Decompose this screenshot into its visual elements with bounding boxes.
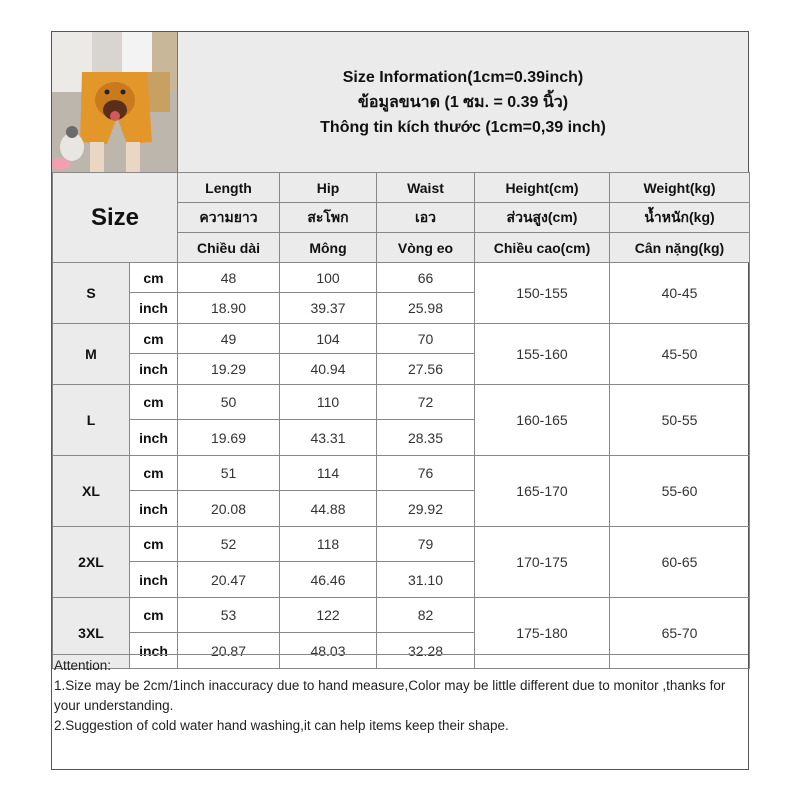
measurement-cell: 40.94	[280, 354, 377, 385]
measurement-cell: 44.88	[280, 491, 377, 527]
measurement-cell: 31.10	[377, 562, 475, 598]
size-table	[52, 172, 750, 669]
column-header: Vòng eo	[377, 233, 475, 263]
column-header: Chiều cao(cm)	[475, 233, 610, 263]
unit-label-inch: inch	[130, 293, 178, 324]
measurement-cell: 20.08	[178, 491, 280, 527]
size-row-cm	[53, 263, 750, 293]
weight-range-cell: 40-45	[610, 263, 750, 324]
size-label: 2XL	[53, 527, 130, 598]
height-range-cell: 165-170	[475, 456, 610, 527]
height-range-cell: 170-175	[475, 527, 610, 598]
size-row-cm	[53, 527, 750, 562]
column-header: สะโพก	[280, 203, 377, 233]
size-information-header	[178, 32, 748, 172]
column-header: Mông	[280, 233, 377, 263]
measurement-cell: 27.56	[377, 354, 475, 385]
size-label: 3XL	[53, 598, 130, 669]
column-header: Length	[178, 173, 280, 203]
measurement-cell: 51	[178, 456, 280, 491]
measurement-cell: 43.31	[280, 420, 377, 456]
size-row-cm	[53, 324, 750, 354]
unit-label-inch: inch	[130, 633, 178, 669]
measurement-cell: 46.46	[280, 562, 377, 598]
unit-label-cm: cm	[130, 385, 178, 420]
header-line-thai: ข้อมูลขนาด (1 ซม. = 0.39 นิ้ว)	[357, 93, 569, 111]
header-line-english: Size Information(1cm=0.39inch)	[342, 68, 584, 86]
attention-notes	[52, 654, 748, 769]
height-range-cell: 175-180	[475, 598, 610, 669]
attention-note: 1.Size may be 2cm/1inch inaccuracy due to hand measure,Color may be little different due to monitor ,thanks for your understanding.	[54, 678, 726, 713]
column-header: ความยาว	[178, 203, 280, 233]
unit-label-inch: inch	[130, 491, 178, 527]
size-chart	[51, 31, 749, 770]
measurement-cell: 76	[377, 456, 475, 491]
weight-range-cell: 60-65	[610, 527, 750, 598]
column-header: Weight(kg)	[610, 173, 750, 203]
unit-label-cm: cm	[130, 324, 178, 354]
measurement-cell: 48	[178, 263, 280, 293]
column-header: Chiều dài	[178, 233, 280, 263]
measurement-cell: 118	[280, 527, 377, 562]
size-row-cm	[53, 456, 750, 491]
measurement-cell: 49	[178, 324, 280, 354]
unit-label-inch: inch	[130, 354, 178, 385]
attention-note: 2.Suggestion of cold water hand washing,it can help items keep their shape.	[54, 718, 509, 733]
column-header: Waist	[377, 173, 475, 203]
measurement-cell: 100	[280, 263, 377, 293]
measurement-cell: 32.28	[377, 633, 475, 669]
column-header: Height(cm)	[475, 173, 610, 203]
measurement-cell: 28.35	[377, 420, 475, 456]
size-label: XL	[53, 456, 130, 527]
column-header: Hip	[280, 173, 377, 203]
height-range-cell: 160-165	[475, 385, 610, 456]
measurement-cell: 52	[178, 527, 280, 562]
measurement-cell: 39.37	[280, 293, 377, 324]
measurement-cell: 19.69	[178, 420, 280, 456]
measurement-cell: 53	[178, 598, 280, 633]
size-column-title: Size	[53, 173, 178, 263]
product-photo-image	[52, 32, 177, 172]
header-row-english	[53, 173, 750, 203]
measurement-cell: 66	[377, 263, 475, 293]
product-photo	[52, 32, 178, 172]
measurement-cell: 70	[377, 324, 475, 354]
height-range-cell: 155-160	[475, 324, 610, 385]
measurement-cell: 25.98	[377, 293, 475, 324]
column-header: Cân nặng(kg)	[610, 233, 750, 263]
measurement-cell: 122	[280, 598, 377, 633]
header-line-vietnamese: Thông tin kích thước (1cm=0,39 inch)	[320, 118, 606, 136]
size-label: L	[53, 385, 130, 456]
unit-label-cm: cm	[130, 263, 178, 293]
measurement-cell: 50	[178, 385, 280, 420]
unit-label-cm: cm	[130, 456, 178, 491]
measurement-cell: 82	[377, 598, 475, 633]
column-header: ส่วนสูง(cm)	[475, 203, 610, 233]
unit-label-cm: cm	[130, 527, 178, 562]
unit-label-inch: inch	[130, 562, 178, 598]
height-range-cell: 150-155	[475, 263, 610, 324]
measurement-cell: 19.29	[178, 354, 280, 385]
measurement-cell: 18.90	[178, 293, 280, 324]
size-row-cm	[53, 385, 750, 420]
measurement-cell: 20.87	[178, 633, 280, 669]
measurement-cell: 110	[280, 385, 377, 420]
weight-range-cell: 45-50	[610, 324, 750, 385]
measurement-cell: 72	[377, 385, 475, 420]
unit-label-cm: cm	[130, 598, 178, 633]
weight-range-cell: 50-55	[610, 385, 750, 456]
size-row-cm	[53, 598, 750, 633]
size-label: M	[53, 324, 130, 385]
measurement-cell: 79	[377, 527, 475, 562]
weight-range-cell: 65-70	[610, 598, 750, 669]
unit-label-inch: inch	[130, 420, 178, 456]
measurement-cell: 104	[280, 324, 377, 354]
measurement-cell: 29.92	[377, 491, 475, 527]
column-header: เอว	[377, 203, 475, 233]
column-header: น้ำหนัก(kg)	[610, 203, 750, 233]
weight-range-cell: 55-60	[610, 456, 750, 527]
measurement-cell: 114	[280, 456, 377, 491]
measurement-cell: 20.47	[178, 562, 280, 598]
measurement-cell: 48.03	[280, 633, 377, 669]
attention-title: Attention:	[54, 658, 112, 673]
size-label: S	[53, 263, 130, 324]
